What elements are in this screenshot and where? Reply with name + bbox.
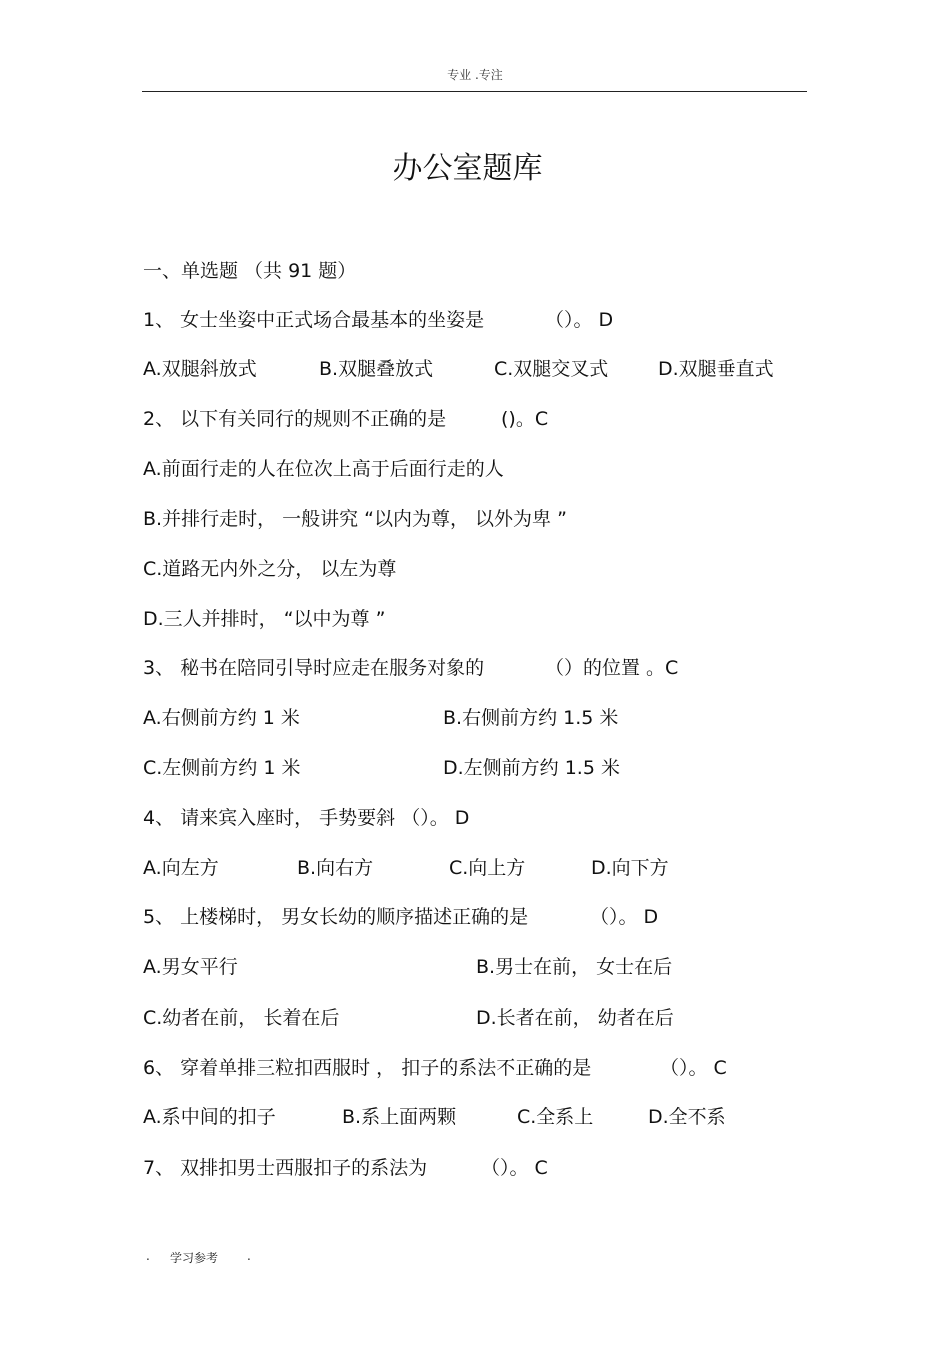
- question-4-stem: 4、 请来宾入座时， 手势要斜 （）。 D: [143, 807, 470, 829]
- option-3c: C.左侧前方约 1 米: [143, 757, 301, 779]
- option-4d: D.向下方: [591, 857, 669, 879]
- option-4c: C.向上方: [449, 857, 526, 879]
- option-6a: A.系中间的扣子: [143, 1106, 276, 1128]
- option-2b: B.并排行走时， 一般讲究 “以内为尊， 以外为卑 ”: [143, 508, 567, 530]
- question-1-answer: （）。 D: [545, 309, 614, 331]
- question-7-stem: 7、 双排扣男士西服扣子的系法为: [143, 1157, 428, 1179]
- option-6b: B.系上面两颗: [342, 1106, 457, 1128]
- question-5-stem: 5、 上楼梯时， 男女长幼的顺序描述正确的是: [143, 906, 529, 928]
- option-5a: A.男女平行: [143, 956, 238, 978]
- footer-dot-left: .: [146, 1249, 150, 1263]
- option-2c: C.道路无内外之分， 以左为尊: [143, 558, 397, 580]
- option-5b: B.男士在前， 女士在后: [476, 956, 673, 978]
- header-divider: [142, 91, 807, 92]
- option-6d: D.全不系: [648, 1106, 726, 1128]
- option-3d: D.左侧前方约 1.5 米: [443, 757, 620, 779]
- option-1c: C.双腿交叉式: [494, 358, 609, 380]
- option-1a: A.双腿斜放式: [143, 358, 257, 380]
- question-2-answer: ()。C: [501, 408, 549, 430]
- option-5c: C.幼者在前， 长着在后: [143, 1007, 340, 1029]
- question-6-stem: 6、 穿着单排三粒扣西服时 ， 扣子的系法不正确的是: [143, 1057, 592, 1079]
- option-5d: D.长者在前， 幼者在后: [476, 1007, 674, 1029]
- option-2a: A.前面行走的人在位次上高于后面行走的人: [143, 458, 504, 480]
- question-3-stem: 3、 秘书在陪同引导时应走在服务对象的: [143, 657, 485, 679]
- option-1b: B.双腿叠放式: [319, 358, 434, 380]
- question-3-answer: （）的位置 。C: [545, 657, 679, 679]
- section-heading: 一、单选题 （共 91 题）: [143, 260, 357, 282]
- document-title: 办公室题库: [392, 151, 543, 186]
- question-2-stem: 2、 以下有关同行的规则不正确的是: [143, 408, 447, 430]
- question-6-answer: （）。 C: [660, 1057, 727, 1079]
- page-header: 专业 .专注: [447, 68, 503, 82]
- footer-dot-right: .: [247, 1249, 251, 1263]
- question-5-answer: （）。 D: [590, 906, 659, 928]
- option-4b: B.向右方: [297, 857, 374, 879]
- option-3a: A.右侧前方约 1 米: [143, 707, 300, 729]
- option-4a: A.向左方: [143, 857, 219, 879]
- option-6c: C.全系上: [517, 1106, 594, 1128]
- question-7-answer: （）。 C: [481, 1157, 548, 1179]
- option-2d: D.三人并排时， “以中为尊 ”: [143, 608, 386, 630]
- option-1d: D.双腿垂直式: [658, 358, 774, 380]
- question-1-stem: 1、 女士坐姿中正式场合最基本的坐姿是: [143, 309, 485, 331]
- option-3b: B.右侧前方约 1.5 米: [443, 707, 619, 729]
- page-footer: 学习参考: [170, 1251, 219, 1265]
